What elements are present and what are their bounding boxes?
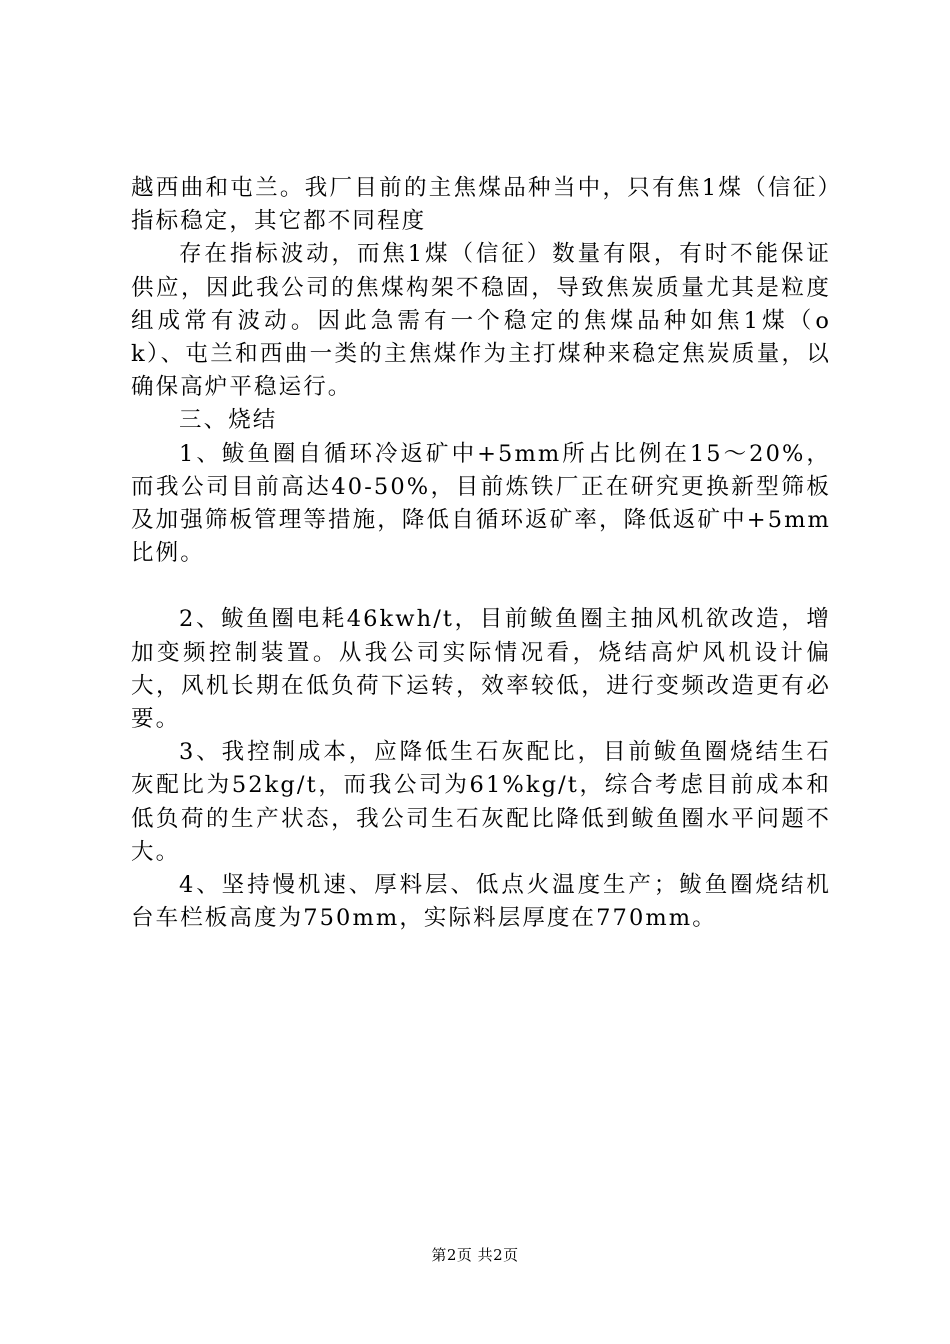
paragraph-item-1: 1、鲅鱼圈自循环冷返矿中+5mm所占比例在15～20%，而我公司目前高达40-50%，目前炼铁厂正在研究更换新型筛板及加强筛板管理等措施，降低自循环返矿率，降低返矿中+5mm比例。 — [131, 440, 831, 567]
paragraph-item-3: 3、我控制成本，应降低生石灰配比，目前鲅鱼圈烧结生石灰配比为52kg/t，而我公司为61%kg/t，综合考虑目前成本和低负荷的生产状态，我公司生石灰配比降低到鲅鱼圈水平问题不大。 — [131, 739, 831, 865]
document-body — [131, 172, 831, 935]
section-heading-sintering: 三、烧结 — [179, 407, 278, 434]
paragraph-continuation: 越西曲和屯兰。我厂目前的主焦煤品种当中，只有焦1煤（信征）指标稳定，其它都不同程度 — [131, 175, 831, 235]
paragraph-item-4: 4、坚持慢机速、厚料层、低点火温度生产；鲅鱼圈烧结机台车栏板高度为750mm，实际料层厚度在770mm。 — [131, 872, 831, 932]
paragraph-coking-coal: 存在指标波动，而焦1煤（信征）数量有限，有时不能保证供应，因此我公司的焦煤构架不稳固，导致焦炭质量尤其是粒度组成常有波动。因此急需有一个稳定的焦煤品种如焦1煤（ok）、屯兰和西曲一类的主焦煤作为主打煤种来稳定焦炭质量，以确保高炉平稳运行。 — [131, 241, 831, 401]
paragraph-spacer — [131, 570, 831, 603]
page-number-footer: 第2页 共2页 — [431, 1246, 519, 1264]
paragraph-item-2: 2、鲅鱼圈电耗46kwh/t，目前鲅鱼圈主抽风机欲改造，增加变频控制装置。从我公司实际情况看，烧结高炉风机设计偏大，风机长期在低负荷下运转，效率较低，进行变频改造更有必要。 — [131, 606, 831, 733]
